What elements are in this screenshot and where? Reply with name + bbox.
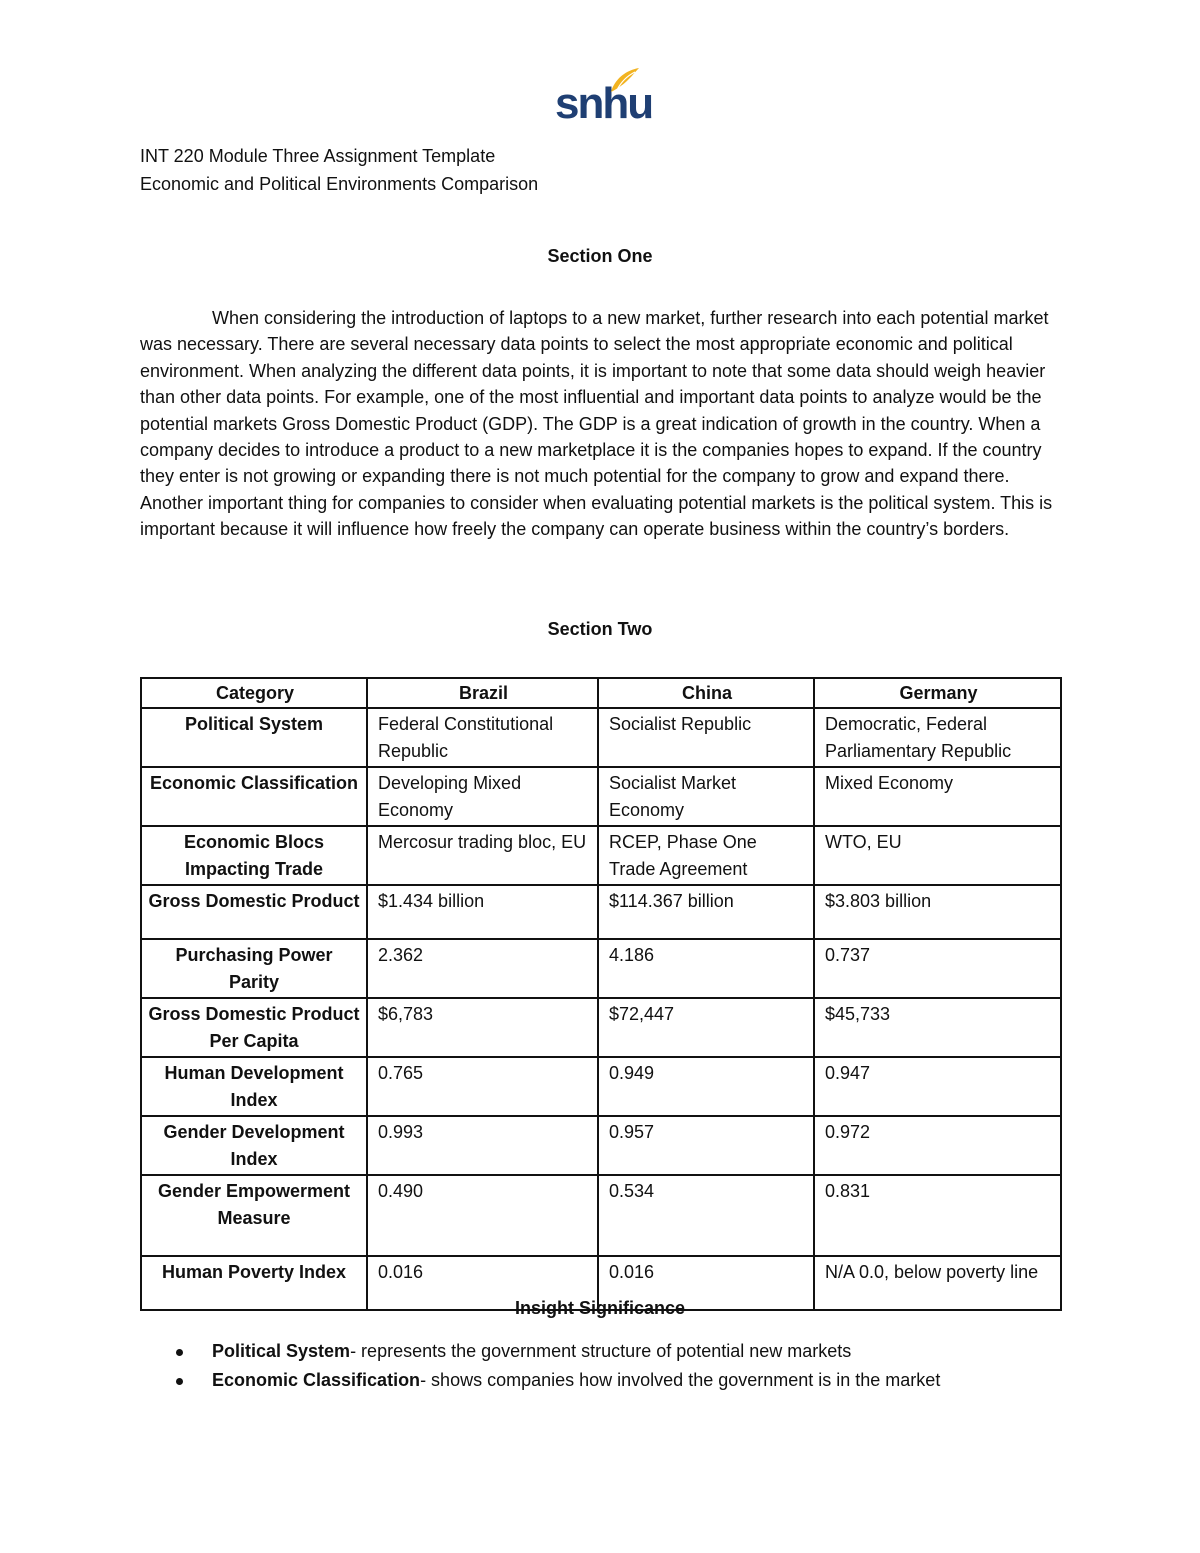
row-category: Gender Development Index (141, 1116, 367, 1175)
cell-germany: 0.972 (814, 1116, 1061, 1175)
cell-china: $72,447 (598, 998, 814, 1057)
cell-brazil: Federal Constitutional Republic (367, 708, 598, 767)
cell-germany: $3.803 billion (814, 885, 1061, 939)
row-category: Human Poverty Index (141, 1256, 367, 1310)
cell-brazil: Mercosur trading bloc, EU (367, 826, 598, 885)
cell-china: 0.534 (598, 1175, 814, 1256)
cell-china: 4.186 (598, 939, 814, 998)
cell-china: 0.957 (598, 1116, 814, 1175)
list-item (140, 1366, 1060, 1395)
cell-brazil: 0.016 (367, 1256, 598, 1310)
row-category: Gross Domestic Product Per Capita (141, 998, 367, 1057)
insight-term: Economic Classification (212, 1370, 421, 1390)
cell-germany: N/A 0.0, below poverty line (814, 1256, 1061, 1310)
table-row (141, 1116, 1061, 1175)
cell-brazil: 0.993 (367, 1116, 598, 1175)
row-category: Human Development Index (141, 1057, 367, 1116)
insight-list (140, 1337, 1060, 1395)
cell-germany: 0.831 (814, 1175, 1061, 1256)
cell-brazil: 0.490 (367, 1175, 598, 1256)
cell-china: Socialist Market Economy (598, 767, 814, 826)
row-category: Purchasing Power Parity (141, 939, 367, 998)
cell-germany: $45,733 (814, 998, 1061, 1057)
cell-china: RCEP, Phase One Trade Agreement (598, 826, 814, 885)
insight-text: - shows companies how involved the government is in the market (420, 1370, 941, 1390)
cell-germany: 0.947 (814, 1057, 1061, 1116)
section-one-title: Section One (547, 246, 653, 266)
header-germany: Germany (814, 678, 1061, 708)
leaf-icon (607, 66, 641, 94)
header-brazil: Brazil (367, 678, 598, 708)
bullet-icon (176, 1378, 183, 1385)
cell-china: Socialist Republic (598, 708, 814, 767)
comparison-table (140, 677, 1062, 1311)
table-row (141, 998, 1061, 1057)
row-category: Economic Classification (141, 767, 367, 826)
cell-germany: Mixed Economy (814, 767, 1061, 826)
table-row (141, 939, 1061, 998)
logo-text: snhu (555, 79, 653, 128)
cell-germany: Democratic, Federal Parliamentary Republic (814, 708, 1061, 767)
row-category: Gross Domestic Product (141, 885, 367, 939)
doc-title: INT 220 Module Three Assignment Template (140, 146, 496, 166)
cell-germany: 0.737 (814, 939, 1061, 998)
list-item (140, 1337, 1060, 1366)
bullet-icon (176, 1349, 183, 1356)
insight-title: Insight Significance (514, 1298, 686, 1318)
row-category: Gender Empowerment Measure (141, 1175, 367, 1256)
cell-germany: WTO, EU (814, 826, 1061, 885)
insight-text: - represents the government structure of potential new markets (350, 1341, 852, 1361)
section-one-paragraph (140, 305, 1060, 543)
cell-china: 0.949 (598, 1057, 814, 1116)
table-header-row (141, 678, 1061, 708)
table-row (141, 885, 1061, 939)
insight-term: Political System (212, 1341, 351, 1361)
cell-brazil: 2.362 (367, 939, 598, 998)
snhu-logo (555, 72, 653, 134)
table-row (141, 767, 1061, 826)
table-row (141, 1057, 1061, 1116)
cell-china: $114.367 billion (598, 885, 814, 939)
table-row (141, 1175, 1061, 1256)
table-row (141, 826, 1061, 885)
doc-subtitle: Economic and Political Environments Comparison (140, 174, 539, 194)
table-row (141, 708, 1061, 767)
section-two-title: Section Two (547, 619, 653, 639)
cell-china: 0.016 (598, 1256, 814, 1310)
section-one-text: When considering the introduction of laptops to a new market, further research into each potential market was necessary. There are several necessary data points to select the most appropriate economic and political environment. When analyzing the different data points, it is important to note that some data should weigh heavier than other data points. For example, one of the most influential and important data points to analyze would be the potential markets Gross Domestic Product (GDP). The GDP is a great indication of growth in the country. When a company decides to introduce a product to a new marketplace it is the companies hopes to expand. If the country they enter is not growing or expanding there is not much potential for the company to grow and expand there. Another important thing for companies to consider when evaluating potential markets is the political system. This is important because it will influence how freely the company can operate business within the country’s borders. (140, 308, 1053, 540)
row-category: Economic Blocs Impacting Trade (141, 826, 367, 885)
cell-brazil: $6,783 (367, 998, 598, 1057)
cell-brazil: Developing Mixed Economy (367, 767, 598, 826)
header-category: Category (141, 678, 367, 708)
cell-brazil: $1.434 billion (367, 885, 598, 939)
header-china: China (598, 678, 814, 708)
cell-brazil: 0.765 (367, 1057, 598, 1116)
row-category: Political System (141, 708, 367, 767)
